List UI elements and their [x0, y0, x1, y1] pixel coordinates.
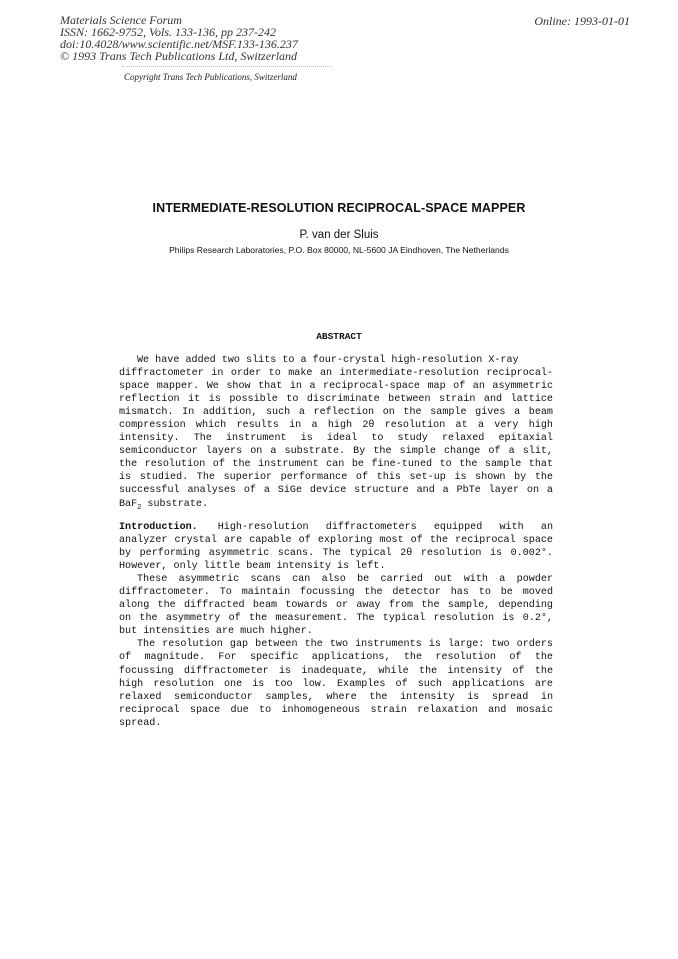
- abstract-line-end: substrate.: [141, 498, 209, 510]
- abstract-line: We have added two slits to a four-crystal high-resolution X-ray: [137, 355, 519, 366]
- online-date: Online: 1993-01-01: [534, 14, 630, 28]
- abstract-heading: ABSTRACT: [316, 331, 362, 342]
- intro-line: These asymmetric scans can also be carried out with a powder: [137, 574, 553, 586]
- abstract-line: compression which results in a high 2θ resolution at a very high: [119, 420, 553, 432]
- abstract-line: diffractometer in order to make an intermediate-resolution reciprocal-: [119, 368, 553, 380]
- issn-line: ISSN: 1662-9752, Vols. 133-136, pp 237-242: [60, 25, 276, 39]
- abstract-line: mismatch. In addition, such a reflection on the sample gives a beam: [119, 407, 553, 419]
- intro-line: but intensities are much higher.: [119, 626, 313, 638]
- publisher-copyright: Copyright Trans Tech Publications, Switzerland: [124, 72, 297, 82]
- abstract-line: intensity. The instrument is ideal to study relaxed epitaxial: [119, 433, 553, 445]
- intro-line: focussing diffractometer is inadequate, while the intensity of the: [119, 665, 553, 677]
- abstract-last-line: [119, 498, 553, 511]
- abstract-line: the resolution of the instrument can be fine-tuned to the sample that: [119, 459, 553, 471]
- intro-first-line: [119, 521, 553, 534]
- intro-line: by performing asymmetric scans. The typical 2θ resolution is 0.002°.: [119, 548, 553, 560]
- journal-name: Materials Science Forum: [60, 13, 182, 27]
- intro-line: diffractometer. To maintain focussing the detector has to be moved: [119, 587, 553, 599]
- abstract-text: [119, 354, 553, 511]
- intro-line: high resolution one is too low. Examples of such applications are: [119, 678, 553, 690]
- intro-line: However, only little beam intensity is left.: [119, 561, 386, 573]
- intro-line: along the diffracted beam towards or away from the sample, depending: [119, 600, 553, 612]
- formula-baf: BaF: [119, 498, 138, 510]
- copyright-line: © 1993 Trans Tech Publications Ltd, Switzerland: [60, 49, 298, 63]
- formula-subscript: 2: [137, 503, 142, 512]
- intro-line: High-resolution diffractometers equipped with an: [217, 522, 553, 533]
- intro-line: analyzer crystal are capable of exploring most of the reciprocal space: [119, 535, 553, 547]
- author-affiliation: Philips Research Laboratories, P.O. Box 80000, NL-5600 JA Eindhoven, The Netherlands: [169, 245, 509, 255]
- abstract-line: successful analyses of a SiGe device structure and a PbTe layer on a: [119, 485, 553, 497]
- intro-line: reciprocal space due to inhomogeneous strain relaxation and mosaic: [119, 704, 553, 716]
- intro-line: relaxed semiconductor samples, where the intensity is spread in: [119, 691, 553, 703]
- intro-line: spread.: [119, 717, 162, 729]
- abstract-line: reflection it is possible to discriminate between strain and lattice: [119, 394, 553, 406]
- paper-title: INTERMEDIATE-RESOLUTION RECIPROCAL-SPACE MAPPER: [152, 201, 526, 215]
- intro-line: The resolution gap between the two instruments is large: two orders: [137, 639, 553, 651]
- introduction-text: [119, 521, 553, 730]
- abstract-line: is studied. The superior performance of this set-up is shown by the: [119, 472, 553, 484]
- intro-line: of magnitude. For specific applications, the resolution of the: [119, 652, 553, 664]
- doi-line[interactable]: doi:10.4028/www.scientific.net/MSF.133-136.237: [60, 37, 298, 51]
- introduction-heading: Introduction.: [119, 522, 198, 533]
- citation-header: [60, 14, 298, 62]
- intro-line: on the asymmetry of the measurement. The typical resolution is 0.2°,: [119, 613, 553, 625]
- abstract-line: space mapper. We show that in a reciprocal-space map of an asymmetric: [119, 381, 553, 393]
- author-name: P. van der Sluis: [299, 229, 379, 241]
- faded-header-rule: [122, 66, 332, 71]
- abstract-line: semiconductor layers on a substrate. By the simple change of a slit,: [119, 446, 553, 458]
